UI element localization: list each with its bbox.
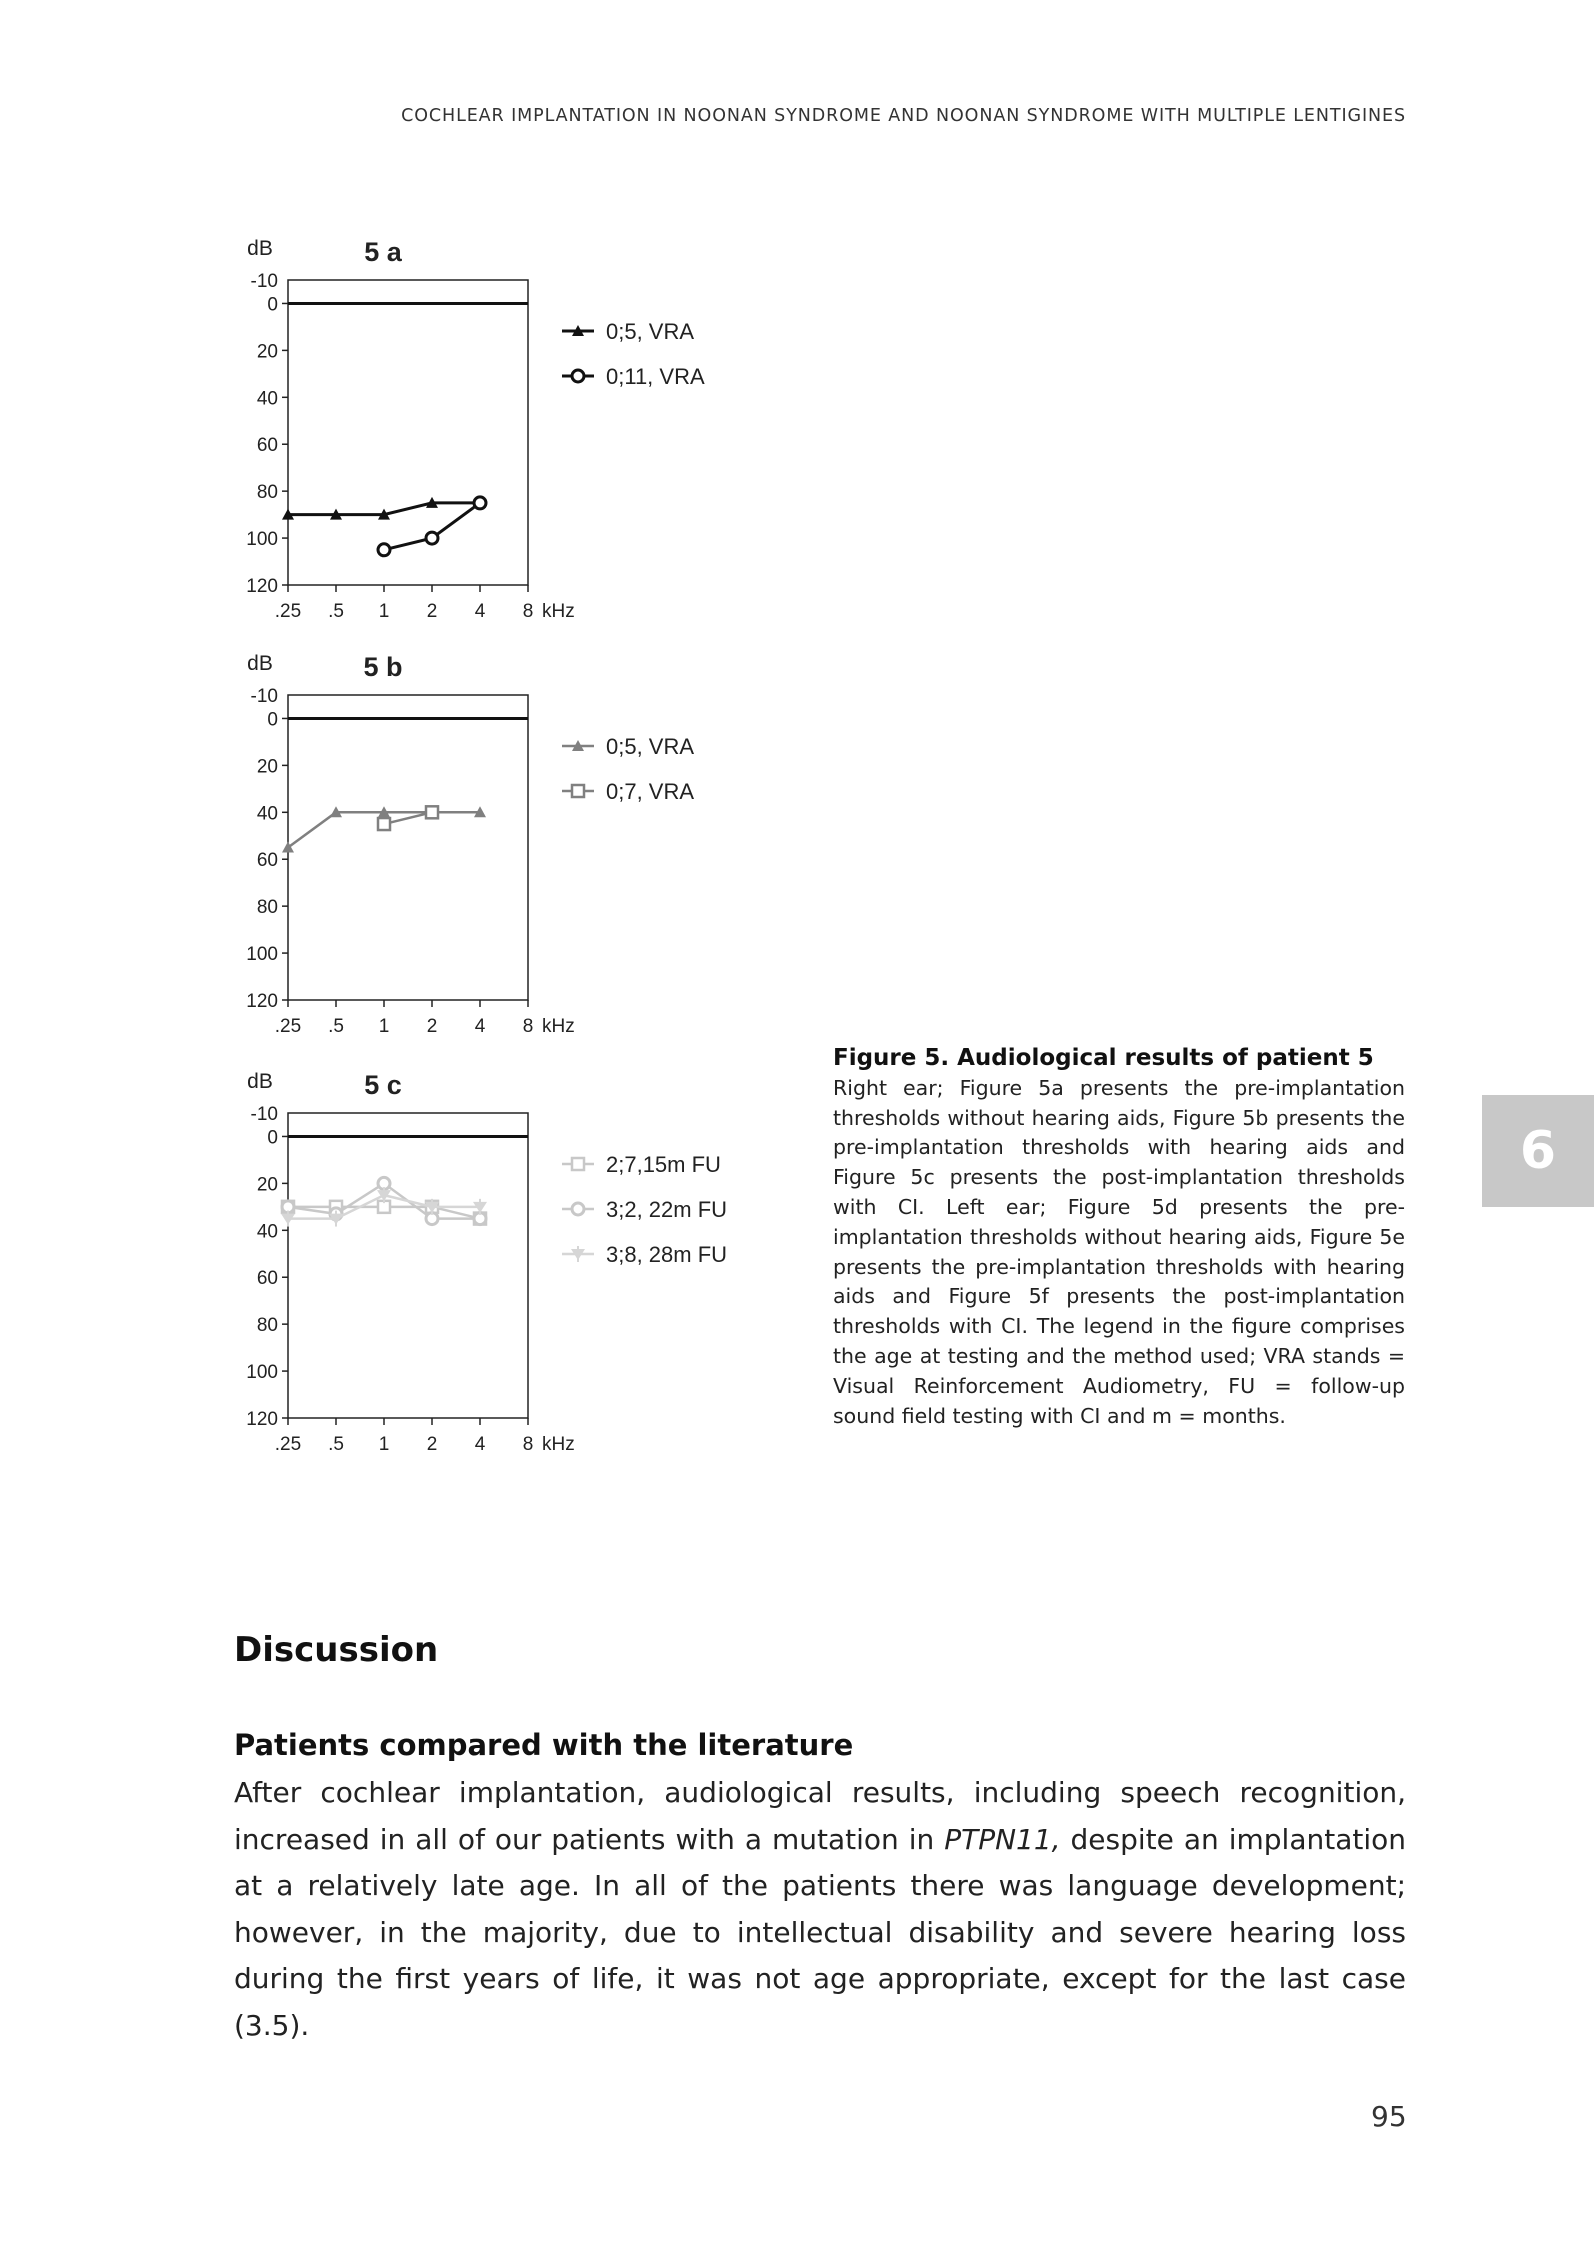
x-tick-label: 2 bbox=[426, 1434, 438, 1455]
y-axis-label: dB bbox=[247, 652, 273, 675]
y-tick-label: 120 bbox=[246, 1409, 278, 1430]
y-tick-label: 80 bbox=[256, 482, 278, 504]
data-point bbox=[378, 818, 390, 830]
x-tick-label: 2 bbox=[426, 601, 438, 622]
chapter-tab[interactable]: 6 bbox=[1482, 1095, 1594, 1207]
x-tick-label: .5 bbox=[328, 1016, 344, 1037]
figure-caption-title: Figure 5. Audiological results of patient 5 bbox=[833, 1045, 1374, 1071]
x-tick-label: 1 bbox=[378, 1434, 390, 1455]
legend-marker bbox=[572, 785, 584, 797]
y-tick-label: 80 bbox=[256, 897, 278, 919]
x-tick-label: .25 bbox=[274, 1016, 302, 1037]
y-axis-label: dB bbox=[247, 237, 273, 260]
chart-title: 5 b bbox=[363, 652, 403, 682]
y-tick-label: 100 bbox=[246, 944, 278, 966]
x-tick-label: .5 bbox=[328, 601, 344, 622]
x-tick-label: 1 bbox=[378, 601, 390, 622]
plot-frame bbox=[288, 280, 528, 585]
data-point bbox=[426, 532, 438, 544]
x-tick-label: .25 bbox=[274, 1434, 302, 1455]
y-tick-label: 60 bbox=[256, 435, 278, 457]
y-tick-label: 120 bbox=[246, 576, 278, 597]
paragraph-text-end: despite an implantation at a relatively late age. In all of the patients there was language development; however, in the majority, due to intellectual disability and severe hearing loss during the first years of life, it was not age appropriate, except for the last case (3.5). bbox=[234, 1822, 1406, 2042]
y-tick-label: 100 bbox=[246, 529, 278, 551]
x-tick-label: 4 bbox=[474, 1434, 486, 1455]
y-tick-label: 40 bbox=[256, 388, 278, 410]
plot-frame bbox=[288, 695, 528, 1000]
figure-caption-text: Right ear; Figure 5a presents the pre-implantation thresholds without hearing aids, Figure 5b presents the pre-implantation thresholds with hearing aids and Figure 5c presents the post-implantation thresholds with CI. Left ear; Figure 5d presents the pre-implantation thresholds without hearing aids, Figure 5e presents the pre-implantation thresholds with hearing aids and Figure 5f presents the post-implantation thresholds with CI. The legend in the figure comprises the age at testing and the method used; VRA stands = Visual Reinforcement Audiometry, FU = follow-up sound field testing with CI and m = months. bbox=[833, 1075, 1405, 1428]
y-tick-label: 60 bbox=[256, 1268, 278, 1290]
subsection-heading: Patients compared with the literature bbox=[234, 1728, 854, 1762]
x-tick-label: 4 bbox=[474, 1016, 486, 1037]
data-point bbox=[378, 544, 390, 556]
legend-marker bbox=[572, 370, 584, 382]
y-tick-label: 60 bbox=[256, 850, 278, 872]
legend-marker bbox=[572, 1158, 584, 1170]
y-tick-label: -10 bbox=[250, 1104, 278, 1125]
x-tick-label: 4 bbox=[474, 601, 486, 622]
y-axis-label: dB bbox=[247, 1070, 273, 1093]
audiogram-5b bbox=[220, 640, 780, 1050]
y-tick-label: 0 bbox=[267, 709, 278, 731]
legend-label: 0;5, VRA bbox=[606, 734, 695, 759]
page-number: 95 bbox=[1371, 2100, 1407, 2133]
legend-label: 3;8, 28m FU bbox=[606, 1242, 728, 1267]
x-tick-label: 8 bbox=[522, 1434, 534, 1455]
x-axis-label: kHz bbox=[542, 601, 575, 622]
x-tick-label: 1 bbox=[378, 1016, 390, 1037]
x-tick-label: 8 bbox=[522, 1016, 534, 1037]
audiogram-5a bbox=[220, 225, 780, 635]
legend-label: 0;7, VRA bbox=[606, 779, 695, 804]
x-axis-label: kHz bbox=[542, 1434, 575, 1455]
paragraph-text-start: After cochlear implantation, audiological results, including speech recognition, increased in all of our patients with a mutation in bbox=[234, 1776, 1406, 1856]
legend-label: 3;2, 22m FU bbox=[606, 1197, 728, 1222]
gene-name: PTPN11, bbox=[944, 1822, 1061, 1856]
section-heading-discussion: Discussion bbox=[234, 1630, 439, 1670]
x-axis-label: kHz bbox=[542, 1016, 575, 1037]
legend-label: 2;7,15m FU bbox=[606, 1152, 721, 1177]
x-tick-label: 2 bbox=[426, 1016, 438, 1037]
y-tick-label: 20 bbox=[256, 756, 278, 778]
y-tick-label: 0 bbox=[267, 1127, 278, 1149]
y-tick-label: 40 bbox=[256, 1221, 278, 1243]
chart-title: 5 a bbox=[364, 237, 402, 267]
legend-marker bbox=[572, 1203, 584, 1215]
figure-caption bbox=[833, 1044, 1405, 1431]
y-tick-label: 80 bbox=[256, 1315, 278, 1337]
y-tick-label: -10 bbox=[250, 271, 278, 292]
x-tick-label: .25 bbox=[274, 601, 302, 622]
legend-label: 0;5, VRA bbox=[606, 319, 695, 344]
y-tick-label: -10 bbox=[250, 686, 278, 707]
audiogram-5c bbox=[220, 1058, 780, 1468]
y-tick-label: 120 bbox=[246, 991, 278, 1012]
y-tick-label: 20 bbox=[256, 1174, 278, 1196]
x-tick-label: 8 bbox=[522, 601, 534, 622]
data-point bbox=[474, 497, 486, 509]
discussion-paragraph bbox=[234, 1770, 1406, 2049]
running-title: COCHLEAR IMPLANTATION IN NOONAN SYNDROME AND NOONAN SYNDROME WITH MULTIPLE LENTIGINES bbox=[401, 106, 1406, 126]
y-tick-label: 20 bbox=[256, 341, 278, 363]
y-tick-label: 40 bbox=[256, 803, 278, 825]
y-tick-label: 0 bbox=[267, 294, 278, 316]
chart-title: 5 c bbox=[364, 1070, 402, 1100]
legend-label: 0;11, VRA bbox=[606, 364, 705, 389]
x-tick-label: .5 bbox=[328, 1434, 344, 1455]
plot-frame bbox=[288, 1113, 528, 1418]
y-tick-label: 100 bbox=[246, 1362, 278, 1384]
data-point bbox=[426, 806, 438, 818]
